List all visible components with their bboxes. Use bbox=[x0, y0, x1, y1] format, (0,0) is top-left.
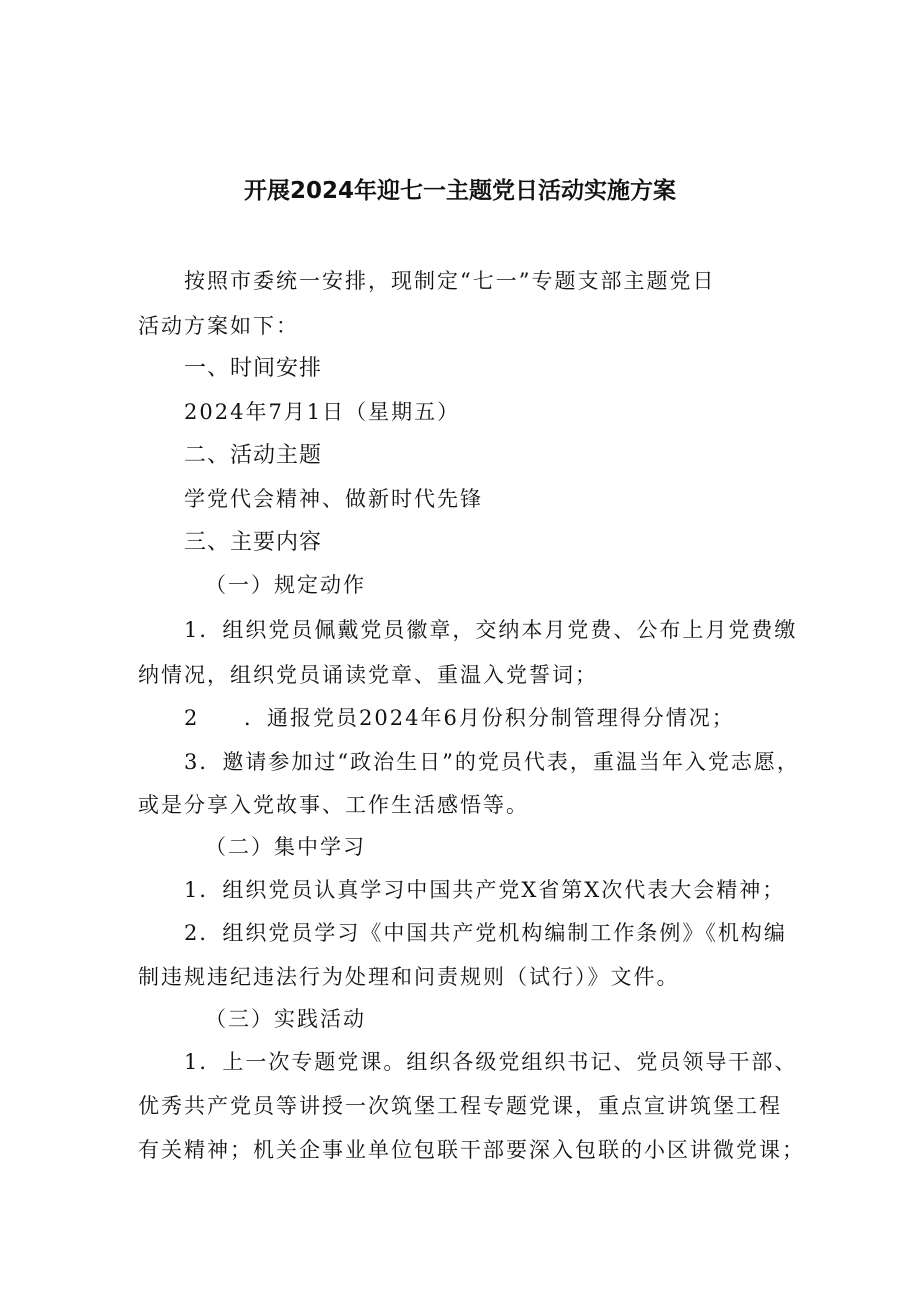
practice-item-1-line-3: 有关精神；机关企事业单位包联干部要深入包联的小区讲微党课； bbox=[138, 1138, 805, 1162]
document-title: 开展2024年迎七一主题党日活动实施方案 bbox=[243, 178, 676, 204]
required-item-3-line-1: 3．邀请参加过“政治生日”的党员代表，重温当年入党志愿， bbox=[184, 750, 800, 774]
section-heading-theme: 二、活动主题 bbox=[184, 443, 323, 468]
section-heading-content: 三、主要内容 bbox=[184, 530, 323, 555]
intro-line-2: 活动方案如下： bbox=[138, 314, 299, 338]
required-item-2-text: ．通报党员2024年6月份积分制管理得分情况； bbox=[244, 706, 735, 730]
required-item-1-line-1: 1．组织党员佩戴党员徽章，交纳本月党费、公布上月党费缴 bbox=[184, 618, 798, 642]
study-item-2-line-1: 2．组织党员学习《中国共产党机构编制工作条例》《机构编 bbox=[184, 921, 787, 945]
section-time-text: 2024年7月1日（星期五） bbox=[184, 400, 461, 424]
study-item-1: 1．组织党员认真学习中国共产党X省第X次代表大会精神； bbox=[184, 878, 786, 902]
subsection-heading-study: （二）集中学习 bbox=[205, 835, 366, 859]
section-heading-time: 一、时间安排 bbox=[184, 356, 323, 381]
required-item-1-line-2: 纳情况，组织党员诵读党章、重温入党誓词； bbox=[138, 663, 598, 687]
study-item-2-line-2: 制违规违纪违法行为处理和问责规则（试行）》文件。 bbox=[138, 965, 680, 989]
required-item-3-line-2: 或是分享入党故事、工作生活感悟等。 bbox=[138, 793, 529, 817]
practice-item-1-line-1: 1．上一次专题党课。组织各级党组织书记、党员领导干部、 bbox=[184, 1050, 798, 1074]
intro-line-1: 按照市委统一安排，现制定“七一”专题支部主题党日 bbox=[184, 269, 716, 293]
practice-item-1-line-2: 优秀共产党员等讲授一次筑堡工程专题党课，重点宣讲筑堡工程 bbox=[138, 1094, 782, 1118]
required-item-2-number: 2 bbox=[184, 706, 200, 730]
subsection-heading-required: （一）规定动作 bbox=[205, 573, 366, 597]
subsection-heading-practice: （三）实践活动 bbox=[205, 1007, 366, 1031]
section-theme-text: 学党代会精神、做新时代先锋 bbox=[184, 487, 483, 511]
